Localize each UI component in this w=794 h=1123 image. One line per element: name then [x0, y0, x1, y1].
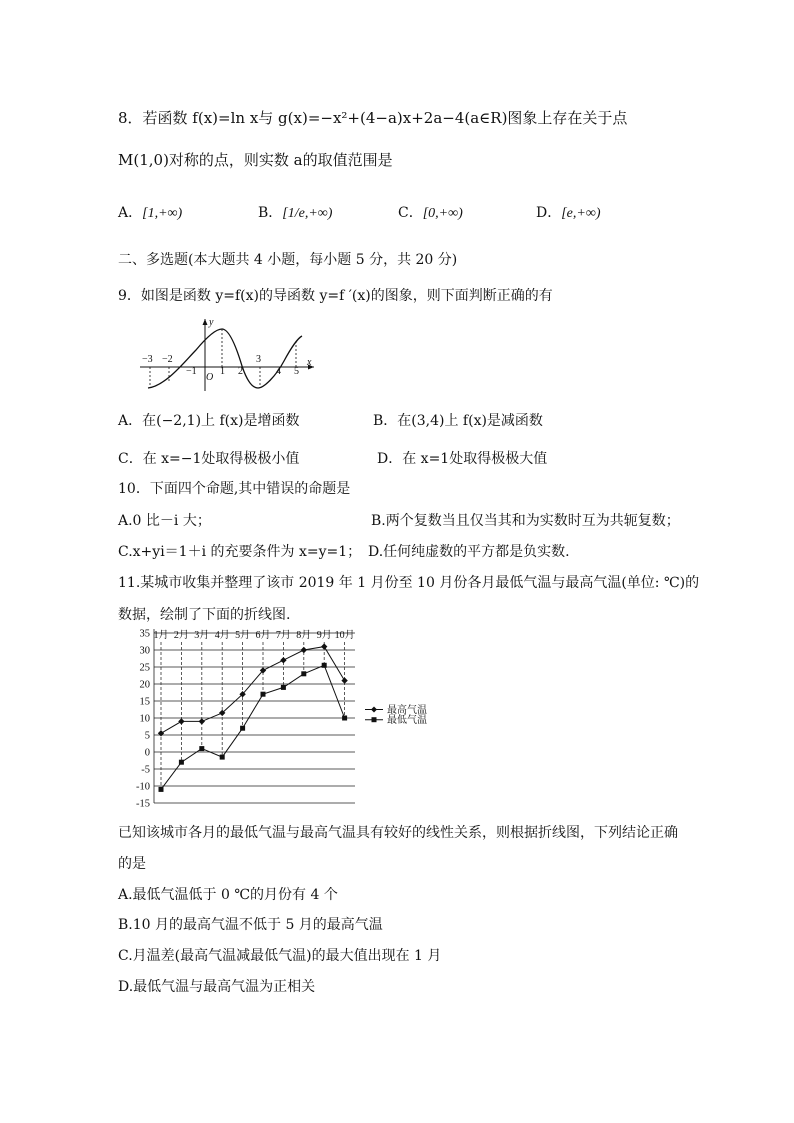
series-point	[342, 716, 347, 721]
temperature-line-chart	[118, 625, 458, 807]
graph-origin-label: O	[206, 372, 214, 383]
series-point	[301, 647, 307, 653]
series-line	[161, 647, 345, 734]
q9-option-c: C．在 x=−1处取得极极小值	[118, 451, 300, 467]
series-point	[280, 657, 286, 663]
y-tick-label: 10	[139, 713, 150, 725]
q9-option-d: D．在 x=1处取得极极大值	[377, 451, 548, 467]
x-tick-label: 3月	[194, 630, 210, 641]
q9-stem: 9．如图是函数 y=f(x)的导函数 y=f ′(x)的图象，则下面判断正确的有	[118, 288, 553, 304]
q10-option-c: C.x+yi＝1＋i 的充要条件为 x=y=1；	[118, 544, 362, 560]
series-point	[179, 760, 184, 765]
q10-stem: 10．下面四个命题,其中错误的命题是	[118, 481, 351, 497]
y-tick-label: -10	[136, 781, 150, 793]
series-point	[261, 692, 266, 697]
x-tick-label: 6月	[255, 630, 271, 641]
x-tick-label: 5月	[235, 630, 251, 641]
y-tick-label: 35	[139, 628, 150, 640]
q11-option-c: C.月温差(最高气温减最低气温)的最大值出现在 1 月	[118, 948, 442, 964]
y-tick-label: 5	[144, 730, 150, 742]
q11-stem-line1: 11.某城市收集并整理了该市 2019 年 1 月份至 10 月份各月最低气温与最高气温(单位: ℃)的	[118, 575, 700, 591]
legend-marker	[372, 717, 377, 722]
series-point	[158, 730, 164, 736]
series-point	[301, 671, 306, 676]
graph-tick: 4	[276, 366, 281, 377]
q10-option-d: D.任何纯虚数的平方都是负实数.	[368, 544, 570, 560]
derivative-graph	[136, 316, 336, 396]
q8-stem-line1: 8．若函数 f(x)=ln x与 g(x)=−x²+(4−a)x+2a−4(a∈R)图象上存在关于点	[118, 109, 628, 127]
series-point	[321, 643, 327, 649]
y-tick-label: 15	[139, 696, 150, 708]
q8-option-c: C．[0,+∞)	[398, 205, 463, 221]
q9-option-a: A．在(−2,1)上 f(x)是增函数	[118, 413, 300, 429]
series-point	[178, 718, 184, 724]
series-point	[199, 718, 205, 724]
series-point	[322, 663, 327, 668]
series-point	[281, 685, 286, 690]
graph-y-label: y	[209, 317, 214, 328]
q10-option-a: A.0 比－i 大；	[118, 513, 211, 529]
graph-tick: −3	[142, 354, 153, 365]
y-tick-label: -15	[136, 798, 150, 807]
x-tick-label: 4月	[214, 630, 230, 641]
graph-tick: 3	[256, 354, 261, 365]
q11-stem-line2: 数据，绘制了下面的折线图.	[118, 607, 291, 623]
graph-tick: −1	[186, 366, 197, 377]
q11-option-a: A.最低气温低于 0 ℃的月份有 4 个	[118, 887, 338, 903]
graph-tick: 2	[238, 366, 243, 377]
graph-tick: −2	[162, 354, 173, 365]
graph-tick: 1	[220, 366, 225, 377]
graph-x-label: x	[307, 357, 312, 368]
q11-after-line1: 已知该城市各月的最低气温与最高气温具有较好的线性关系，则根据折线图，下列结论正确	[118, 825, 678, 841]
legend-marker	[371, 707, 377, 713]
q8-option-b: B．[1/e,+∞)	[258, 205, 333, 221]
q10-option-b: B.两个复数当且仅当其和为实数时互为共轭复数；	[371, 513, 680, 529]
graph-tick: 5	[294, 366, 299, 377]
q8-option-d: D．[e,+∞)	[536, 205, 601, 221]
y-tick-label: 20	[139, 679, 150, 691]
x-tick-label: 8月	[296, 630, 312, 641]
legend-label: 最高气温	[387, 705, 427, 716]
x-tick-label: 7月	[275, 630, 291, 641]
x-tick-label: 10月	[334, 630, 355, 641]
q11-option-d: D.最低气温与最高气温为正相关	[118, 979, 316, 995]
x-tick-label: 1月	[153, 630, 169, 641]
y-tick-label: 25	[139, 662, 150, 674]
series-point	[220, 755, 225, 760]
section-heading: 二、多选题(本大题共 4 小题，每小题 5 分，共 20 分)	[118, 252, 458, 268]
x-tick-label: 2月	[173, 630, 189, 641]
y-tick-label: -5	[141, 764, 150, 776]
series-point	[341, 677, 347, 683]
y-tick-label: 30	[139, 645, 150, 657]
y-tick-label: 0	[144, 747, 150, 759]
x-tick-label: 9月	[316, 630, 332, 641]
q8-stem-line2: M(1,0)对称的点，则实数 a的取值范围是	[118, 151, 393, 169]
series-point	[240, 726, 245, 731]
series-point	[199, 746, 204, 751]
q8-option-a: A．[1,+∞)	[118, 205, 183, 221]
q11-option-b: B.10 月的最高气温不低于 5 月的最高气温	[118, 917, 383, 933]
legend-label: 最低气温	[387, 715, 427, 727]
series-point	[159, 787, 164, 792]
q9-option-b: B．在(3,4)上 f(x)是减函数	[373, 413, 543, 429]
q11-after-line2: 的是	[118, 856, 146, 872]
